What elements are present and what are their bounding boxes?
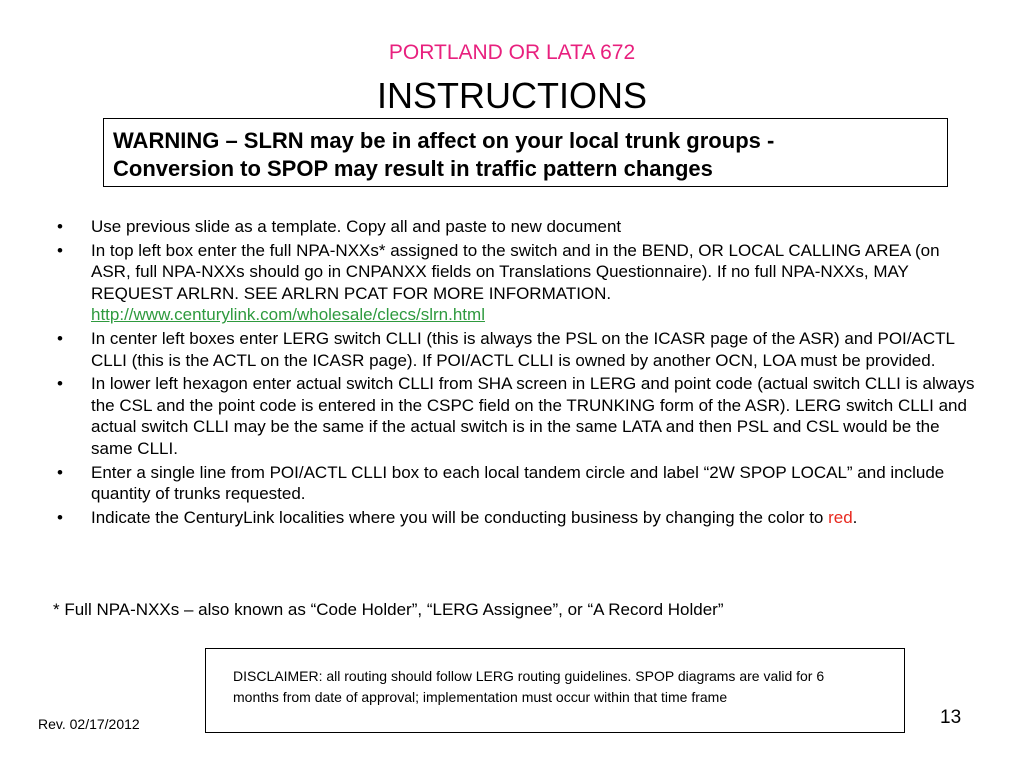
disclaimer-text: DISCLAIMER: all routing should follow LERG routing guidelines. SPOP diagrams are valid for 6 months from date of approval; implementation must occur within that time frame [233, 668, 825, 705]
slide-subtitle: PORTLAND OR LATA 672 [388, 41, 636, 64]
page-number: 13 [940, 707, 962, 728]
instruction-text: In center left boxes enter LERG switch CLLI (this is always the PSL on the ICASR page of the ASR) and POI/ACTL CLLI (this is the ACTL on the ICASR page). If POI/ACTL CLLI is owned by another OCN, LOA must be provided. [91, 328, 955, 370]
slide-title: INSTRUCTIONS [377, 75, 647, 116]
instruction-list [0, 216, 1024, 530]
warning-box [103, 118, 948, 187]
bullet-marker: • [57, 374, 63, 394]
instruction-item [0, 240, 981, 326]
bullet-marker: • [57, 507, 63, 527]
instruction-item [0, 216, 981, 238]
instruction-text: In lower left hexagon enter actual switch CLLI from SHA screen in LERG and point code (actual switch CLLI is always the CSL and the point code is entered in the CSPC field on the TRUNKING form of the ASR). LERG switch CLLI and actual switch CLLI may be the same if the actual switch is in the same LATA and then PSL and CSL would be the same CLLI. [91, 374, 975, 458]
bullet-marker: • [57, 240, 63, 260]
instruction-text: In top left box enter the full NPA-NXXs* assigned to the switch and in the BEND, OR LOCAL CALLING AREA (on ASR, full NPA-NXXs should go in CNPANXX fields on Translations Questionnaire). If no full NPA-NXXs, MAY REQUEST ARLRN. SEE ARLRN PCAT FOR MORE INFORMATION. [91, 240, 940, 303]
instruction-text: Indicate the CenturyLink localities where you will be conducting business by changing the color to [91, 507, 829, 527]
instruction-text: Use previous slide as a template. Copy all and paste to new document [91, 217, 622, 236]
instruction-text: Enter a single line from POI/ACTL CLLI box to each local tandem circle and label “2W SPOP LOCAL” and include quantity of trunks requested. [91, 462, 945, 504]
warning-line-1: WARNING – SLRN may be in affect on your local trunk groups - [113, 128, 775, 153]
bullet-marker: • [57, 462, 63, 482]
instruction-item [0, 462, 981, 505]
instruction-item [0, 373, 981, 459]
instruction-item [0, 507, 981, 529]
revision-date: Rev. 02/17/2012 [38, 716, 140, 732]
instruction-suffix: . [852, 507, 858, 527]
instruction-item [0, 328, 981, 371]
slrn-link[interactable]: http://www.centurylink.com/wholesale/clecs/slrn.html [91, 305, 485, 325]
bullet-marker: • [57, 328, 63, 348]
red-word: red [828, 507, 853, 527]
footnote: * Full NPA-NXXs – also known as “Code Holder”, “LERG Assignee”, or “A Record Holder” [53, 600, 724, 619]
bullet-marker: • [57, 217, 63, 236]
warning-line-2: Conversion to SPOP may result in traffic pattern changes [113, 156, 713, 181]
disclaimer-box [205, 648, 905, 733]
